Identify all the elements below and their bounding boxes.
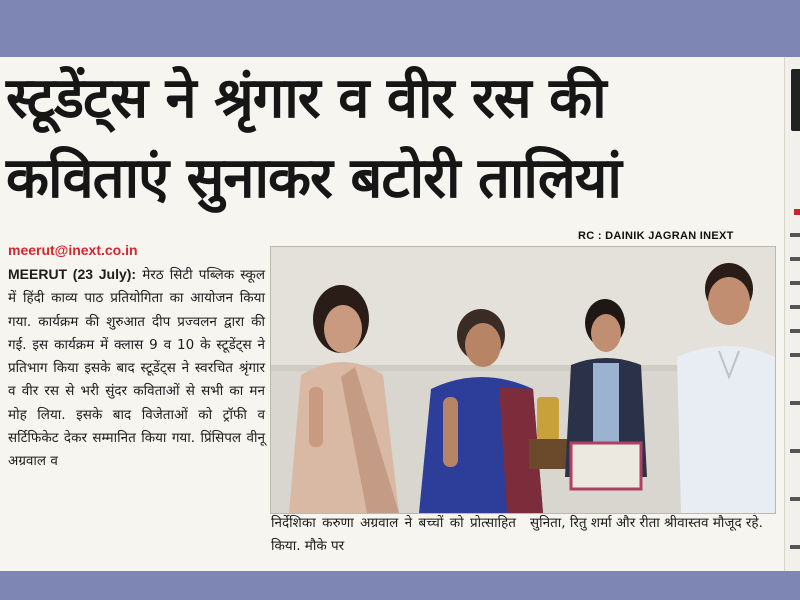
adjacent-text-fragment [790,281,800,285]
byline-email: meerut@inext.co.in [8,242,138,258]
adjacent-text-fragment [790,233,800,237]
adjacent-text-fragment [790,353,800,357]
article-column-3: सुनिता, रितु शर्मा और रीता श्रीवास्तव मौजूद रहे. [530,515,763,531]
adjacent-text-fragment [790,329,800,333]
adjacent-text-fragment [790,497,800,501]
adjacent-headline-fragment [791,69,800,131]
adjacent-red-marker [794,209,800,215]
adjacent-text-fragment [790,305,800,309]
headline [6,59,771,219]
group-photo-illustration [271,247,775,513]
headline-line-1: स्टूडेंट्स ने श्रृंगार व वीर रस की [6,66,606,131]
adjacent-text-fragment [790,449,800,453]
newspaper-clipping [0,57,800,571]
article-column-2: निर्देशिका करुणा अग्रवाल ने बच्चों को प्रोत्साहित किया. मौके पर [271,515,516,554]
adjacent-text-fragment [790,545,800,549]
headline-line-2: कविताएं सुनाकर बटोरी तालियां [6,146,621,211]
news-photo [270,246,776,514]
photo-credit: RC : DAINIK JAGRAN INEXT [578,230,734,242]
article-column-1 [8,263,265,474]
adjacent-text-fragment [790,257,800,261]
column-1-text: मेरठ सिटी पब्लिक स्कूल में हिंदी काव्य पाठ प्रतियोगिता का आयोजन किया गया. कार्यक्रम की शुरुआत दीप प्रज्वलन द्वारा की गई. इस कार्यक्रम में क्लास 9 व 10 के स्टूडेंट्स ने प्रतिभाग किया इसके बाद स्टूडेंट्स ने स्वरचित श्रृंगार व वीर रस से भरी सुंदर कविताओं से सभी का मन मोह लिया. इसके बाद विजेताओं को ट्रॉफी व सर्टिफिकेट देकर सम्मानित किया गया. प्रिंसिपल वीनू अग्रवाल व [8,267,265,470]
dateline: MEERUT (23 July): [8,266,137,282]
adjacent-article-edge [784,57,800,571]
adjacent-text-fragment [790,401,800,405]
